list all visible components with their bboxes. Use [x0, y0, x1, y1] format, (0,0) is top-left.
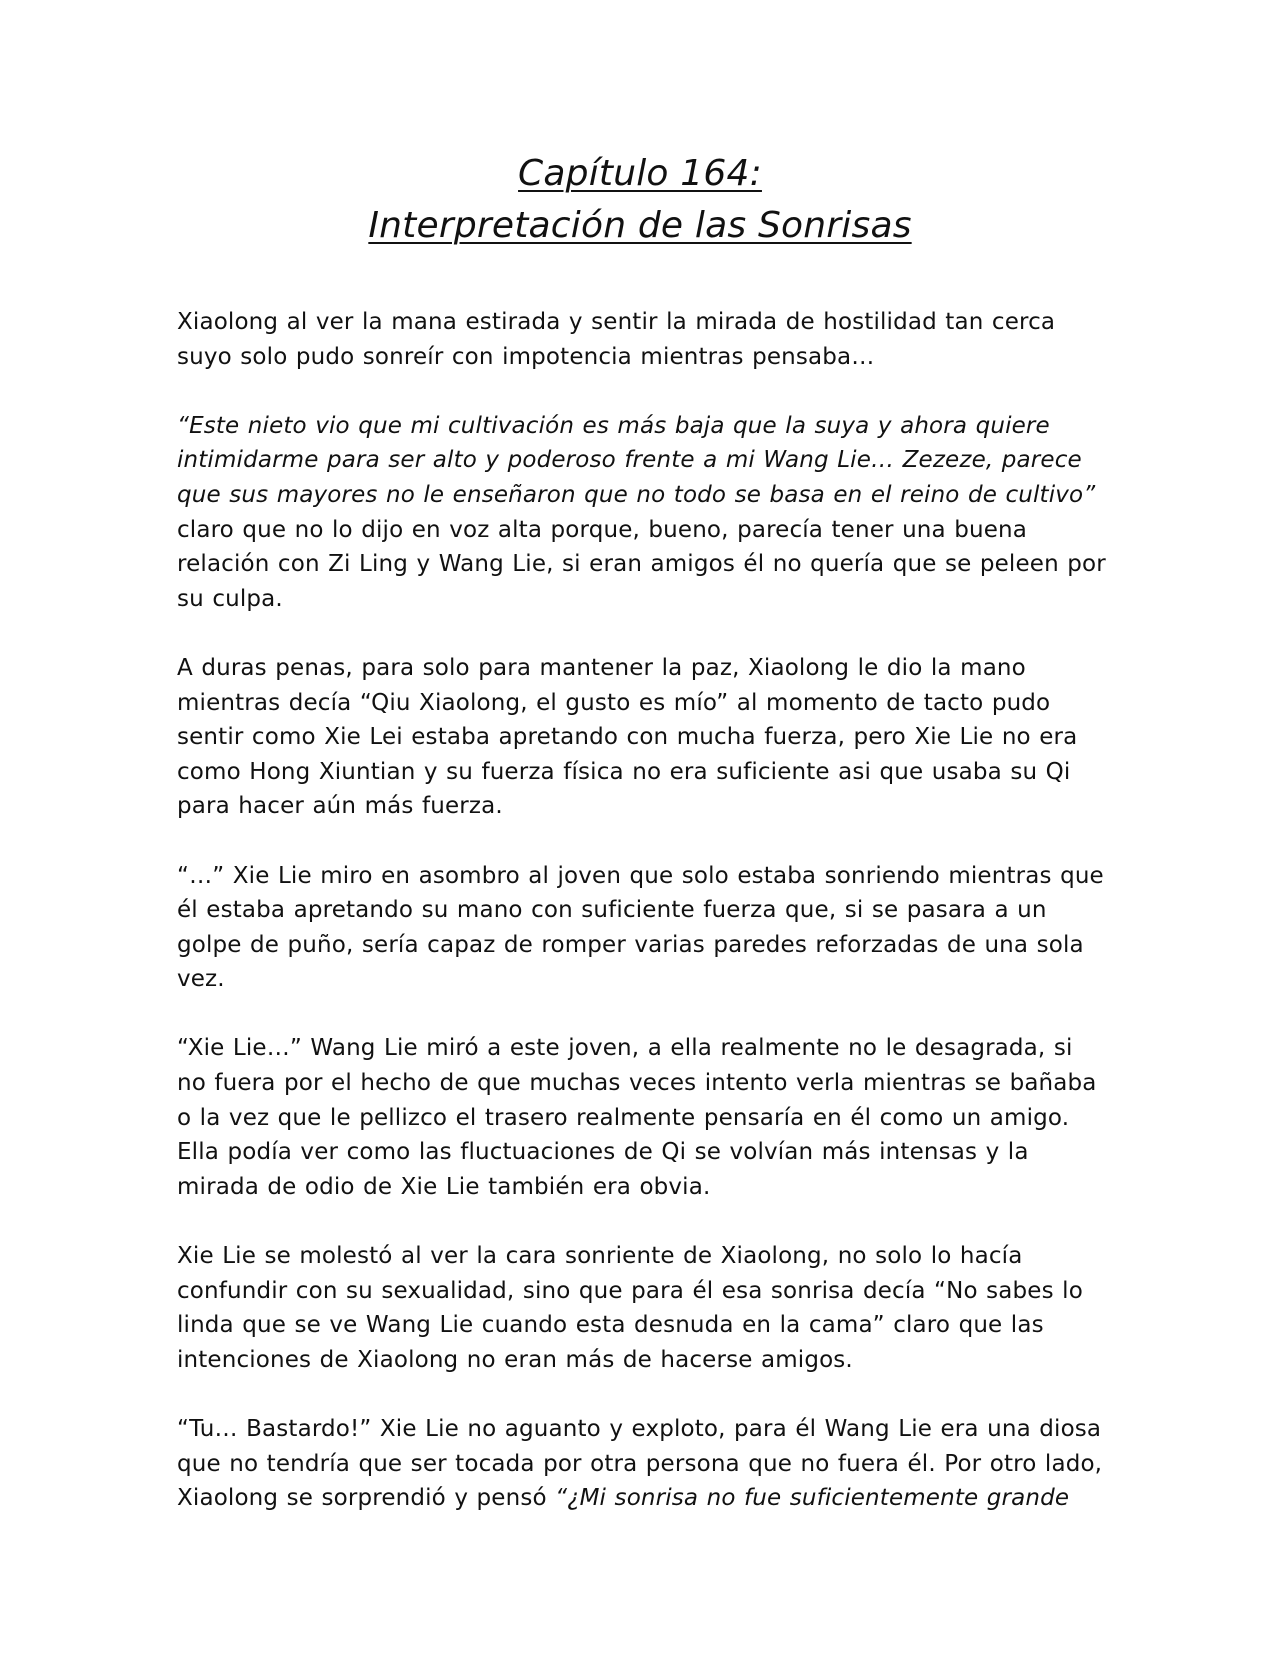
paragraph: [177, 305, 1107, 374]
paragraph-text: Xie Lie se molestó al ver la cara sonriente de Xiaolong, no solo lo hacía confundir con su sexualidad, sino que para él esa sonrisa decía “No sabes lo linda que se ve Wang Lie cuando esta desnuda en la cama” claro que las intenciones de Xiaolong no eran más de hacerse amigos.: [177, 1243, 1083, 1373]
paragraph-text: Xiaolong al ver la mana estirada y sentir la mirada de hostilidad tan cerca suyo solo pudo sonreír con impotencia mientras pensaba…: [177, 309, 1056, 370]
inner-thought-text: “¿Mi sonrisa no fue suficientemente grande: [555, 1485, 1070, 1512]
chapter-name: Interpretación de las Sonrisas: [368, 205, 912, 246]
paragraph-text: “Xie Lie…” Wang Lie miró a este joven, a ella realmente no le desagrada, si no fuera por el hecho de que muchas veces intento verla mientras se bañaba o la vez que le pellizco el trasero realmente pensaría en él como un amigo. Ella podía ver como las fluctuaciones de Qi se volvían más intensas y la mirada de odio de Xie Lie también era obvia.: [177, 1035, 1097, 1200]
paragraph: [177, 1031, 1107, 1204]
chapter-body: [177, 305, 1107, 1516]
paragraph: [177, 651, 1107, 824]
paragraph: [177, 1239, 1107, 1377]
paragraph: [177, 859, 1107, 997]
paragraph-text: claro que no lo dijo en voz alta porque, bueno, parecía tener una buena relación con Zi Ling y Wang Lie, si eran amigos él no quería que se peleen por su culpa.: [177, 516, 1106, 612]
inner-thought-text: “Este nieto vio que mi cultivación es más baja que la suya y ahora quiere intimidarme para ser alto y poderoso frente a mi Wang Lie… Zezeze, parece que sus mayores no le enseñaron que no todo se basa en el reino de cultivo”: [177, 412, 1096, 508]
paragraph: [177, 1412, 1107, 1516]
paragraph-text: A duras penas, para solo para mantener la paz, Xiaolong le dio la mano mientras decía “Qiu Xiaolong, el gusto es mío” al momento de tacto pudo sentir como Xie Lei estaba apretando con mucha fuerza, pero Xie Lie no era como Hong Xiuntian y su fuerza física no era suficiente asi que usaba su Qi para hacer aún más fuerza.: [177, 654, 1078, 820]
chapter-title: [0, 148, 1280, 252]
paragraph-text: “…” Xie Lie miro en asombro al joven que solo estaba sonriendo mientras que él estaba apretando su mano con suficiente fuerza que, si se pasara a un golpe de puño, sería capaz de romper varias paredes reforzadas de una sola vez.: [177, 862, 1104, 993]
paragraph: [177, 409, 1107, 617]
paragraph-text: “Tu… Bastardo!” Xie Lie no aguanto y exploto, para él Wang Lie era una diosa que no tendría que ser tocada por otra persona que no fuera él. Por otro lado, Xiaolong se sorprendió y pensó: [177, 1416, 1103, 1512]
chapter-number: Capítulo 164:: [518, 153, 762, 194]
